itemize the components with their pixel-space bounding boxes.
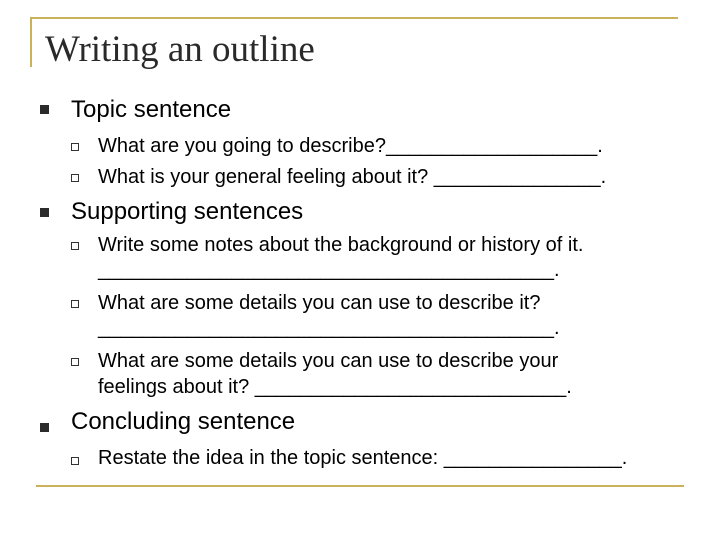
outline-item-details-describe: What are some details you can use to describe it? <box>98 292 541 314</box>
outline-heading-topic-sentence: Topic sentence <box>71 96 232 123</box>
checkbox-bullet-icon <box>71 457 79 465</box>
outline-item-details-describe-blank: _________________________________________. <box>98 317 560 339</box>
slide-frame-bottom-rule <box>36 485 684 487</box>
outline-heading-concluding-sentence: Concluding sentence <box>71 408 296 435</box>
outline-item-general-feeling: What is your general feeling about it? _______________. <box>98 166 607 188</box>
square-bullet-icon <box>40 423 49 432</box>
checkbox-bullet-icon <box>71 242 79 250</box>
checkbox-bullet-icon <box>71 300 79 308</box>
outline-heading-supporting-sentences: Supporting sentences <box>71 198 304 225</box>
checkbox-bullet-icon <box>71 174 79 182</box>
slide-title: Writing an outline <box>45 29 315 70</box>
outline-item-restate: Restate the idea in the topic sentence: ________________. <box>98 447 628 469</box>
checkbox-bullet-icon <box>71 143 79 151</box>
outline-item-describe: What are you going to describe?___________________. <box>98 135 603 157</box>
outline-item-background-blank: _________________________________________. <box>98 259 560 281</box>
outline-item-details-feelings: What are some details you can use to describe your <box>98 350 559 372</box>
outline-item-background-notes: Write some notes about the background or history of it. <box>98 234 584 256</box>
slide-frame-top-rule <box>30 17 678 19</box>
slide-frame-left-rule <box>30 17 32 67</box>
checkbox-bullet-icon <box>71 358 79 366</box>
outline-item-details-feelings-blank: feelings about it? ____________________________. <box>98 376 572 398</box>
square-bullet-icon <box>40 105 49 114</box>
square-bullet-icon <box>40 208 49 217</box>
